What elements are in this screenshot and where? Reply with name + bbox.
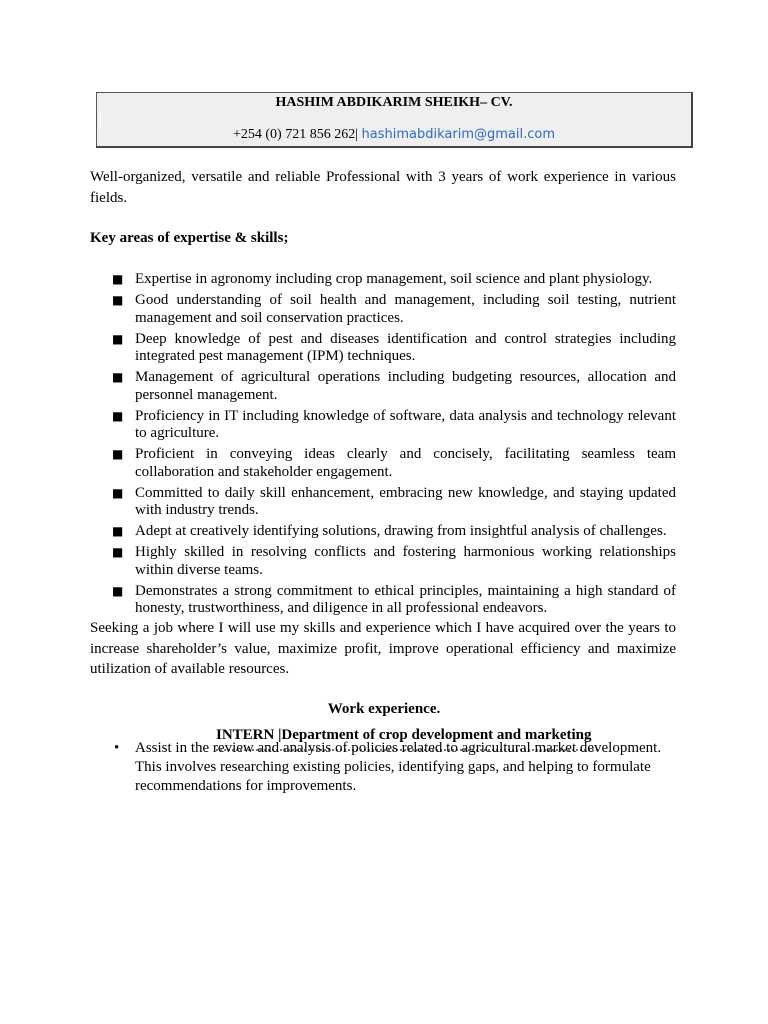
phone-number: +254 (0) 721 856 262| xyxy=(233,127,359,142)
objective-paragraph: Seeking a job where I will use my skills and experience which I have acquired over the years to increase shareholder’s value, maximize profit, improve operational efficiency and maximize utilization of available resources. xyxy=(90,620,676,677)
contact-line xyxy=(97,127,691,143)
square-bullet-icon: ■ xyxy=(112,331,124,346)
square-bullet-icon: ■ xyxy=(112,524,124,538)
text-cursor xyxy=(100,113,101,127)
list-item: ■ Highly skilled in resolving conflicts and fostering harmonious working relationships within diverse teams. xyxy=(112,544,676,578)
square-bullet-icon: ■ xyxy=(112,545,124,559)
square-bullet-icon: ■ xyxy=(112,408,124,423)
email-link[interactable]: hashimabdikarim@gmail.com xyxy=(361,127,555,142)
header-box xyxy=(96,92,693,148)
work-experience-heading: Work experience. xyxy=(327,701,441,717)
skills-list xyxy=(90,271,676,621)
list-item: ■ Proficient in conveying ideas clearly and concisely, facilitating seamless team collaboration and stakeholder engagement. xyxy=(112,446,676,480)
square-bullet-icon: ■ xyxy=(112,447,124,461)
list-item: • Assist in the review and analysis of policies related to agricultural market development. This involves researching existing policies, identifying gaps, and helping to formulate recommendations for improvements. xyxy=(114,740,662,794)
list-item: ■ Expertise in agronomy including crop management, soil science and plant physiology. xyxy=(112,271,653,287)
duties-list xyxy=(90,739,676,796)
square-bullet-icon: ■ xyxy=(112,272,124,286)
summary-paragraph: Well-organized, versatile and reliable Professional with 3 years of work experience in various fields. xyxy=(90,169,676,206)
skills-heading: Key areas of expertise & skills; xyxy=(90,230,289,246)
list-item: ■ Committed to daily skill enhancement, embracing new knowledge, and staying updated with industry trends. xyxy=(112,484,676,518)
list-item: ■ Management of agricultural operations including budgeting resources, allocation and personnel management. xyxy=(112,369,676,403)
square-bullet-icon: ■ xyxy=(112,293,124,307)
cv-name: HASHIM ABDIKARIM SHEIKH– CV. xyxy=(275,95,513,110)
square-bullet-icon: ■ xyxy=(112,370,124,384)
list-item: ■ Deep knowledge of pest and diseases identification and control strategies including integrated pest management (IPM) techniques. xyxy=(112,330,676,364)
list-item: ■ Proficiency in IT including knowledge of software, data analysis and technology relevant to agriculture. xyxy=(112,407,676,441)
list-item: ■ Adept at creatively identifying solutions, drawing from insightful analysis of challenges. xyxy=(112,523,667,539)
list-item: ■ Good understanding of soil health and management, including soil testing, nutrient management and soil conservation practices. xyxy=(112,292,676,326)
square-bullet-icon: ■ xyxy=(112,485,124,500)
list-item: ■ Demonstrates a strong commitment to ethical principles, maintaining a high standard of honesty, trustworthiness, and diligence in all professional endeavors. xyxy=(112,582,676,616)
round-bullet-icon: • xyxy=(114,740,120,756)
square-bullet-icon: ■ xyxy=(112,583,124,598)
job-title: INTERN |Department of crop development and marketing xyxy=(216,727,592,743)
